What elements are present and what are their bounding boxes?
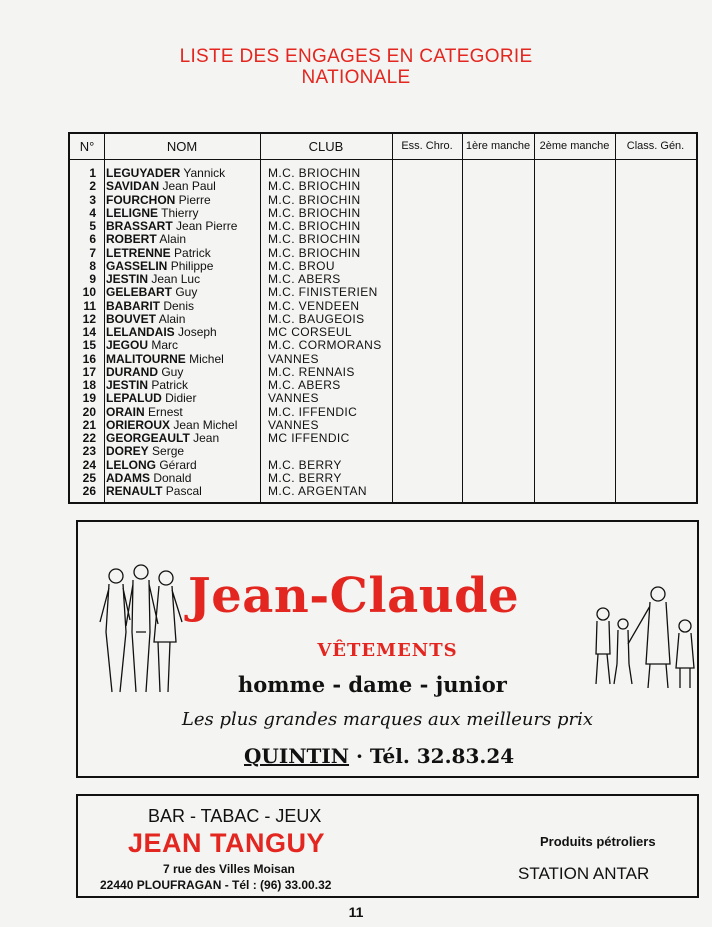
entrant-name [106,220,237,233]
entrant-first-name: Jean Luc [151,272,201,286]
shoppers-illustration [96,562,186,697]
entrant-number: 15 [82,338,96,353]
entrant-club: M.C. ABERS [268,272,341,286]
entrant-first-name: Pierre [178,192,211,207]
entrant-club: M.C. CORMORANS [268,338,382,353]
business-activities: BAR - TABAC - JEUX [148,806,322,826]
entrant-number: 4 [89,205,96,220]
entrant-first-name: Guy [161,364,184,379]
entrant-club: M.C. VENDEEN [268,298,360,313]
entrant-last-name: ADAMS [106,470,150,485]
entrant-name [106,326,217,339]
entrant-number: 2 [89,179,96,194]
entrant-first-name: Jean Michel [173,417,238,432]
column-divider [392,134,393,502]
entrant-name [106,339,178,352]
header-divider [70,159,696,160]
header-name: NOM [166,139,198,154]
title-line-2: NATIONALE [301,67,411,88]
entrant-club: M.C. ARGENTAN [268,484,367,498]
entrant-number: 6 [89,232,96,247]
shop-town: QUINTIN [244,744,350,768]
entrant-name [106,194,211,207]
family-illustration [588,584,698,694]
entrant-name [106,485,202,498]
header-club: CLUB [308,139,344,154]
entrant-first-name: Yannick [183,166,226,180]
entrant-number: 25 [82,470,96,485]
entrant-number: 21 [82,417,96,432]
shop-phone: · Tél. 32.83.24 [356,744,515,768]
entrant-name [106,207,198,220]
clothing-range: homme - dame - junior [238,672,507,697]
entrant-last-name: RENAULT [106,484,163,498]
entrant-last-name: LEGUYADER [106,166,181,180]
entrant-first-name: Guy [175,285,198,300]
entrant-number: 22 [82,431,96,445]
entrant-number: 26 [82,484,96,498]
entrant-name [106,286,197,299]
entrant-last-name: LETRENNE [106,245,171,260]
header-essai-chrono: Ess. Chro. [401,140,453,152]
entrant-last-name: GELEBART [106,285,172,300]
entrant-first-name: Patrick [174,245,211,260]
entrant-first-name: Jean [193,431,220,445]
entrant-club: MC IFFENDIC [268,431,350,445]
entrant-first-name: Denis [163,298,195,313]
entrant-last-name: DOREY [106,444,149,459]
column-divider [260,134,261,502]
entrant-number: 24 [82,457,96,472]
entrant-name [106,406,183,419]
entrant-club: M.C. BERRY [268,470,342,485]
entrant-club: M.C. FINISTERIEN [268,285,378,300]
entrant-number: 5 [89,219,96,233]
header-number: N° [79,139,95,154]
products-label: Produits pétroliers [540,834,656,849]
entrant-first-name: Joseph [178,325,217,339]
entrant-club: M.C. BERRY [268,457,342,472]
entrant-last-name: SAVIDAN [106,179,160,194]
entrant-number: 20 [82,404,96,419]
entrant-last-name: JESTIN [106,378,149,392]
entrant-club: M.C. BRIOCHIN [268,192,361,207]
station-name: STATION ANTAR [518,864,650,883]
entrant-number: 10 [82,285,96,300]
entrant-first-name: Alain [158,311,186,326]
entrant-first-name: Philippe [170,258,214,273]
entrant-last-name: GASSELIN [106,258,168,273]
entrant-number: 16 [82,351,96,366]
entrant-club: M.C. BRIOCHIN [268,232,361,247]
entrant-first-name: Pascal [165,484,202,498]
entrant-last-name: DURAND [106,364,158,379]
entrant-club: M.C. BRIOCHIN [268,166,361,180]
entrant-last-name: BOUVET [106,311,157,326]
entrant-last-name: LEPALUD [106,391,162,406]
entrant-last-name: GEORGEAULT [106,431,190,445]
entrant-last-name: BABARIT [106,298,160,313]
brand-category: VÊTEMENTS [317,640,458,661]
entrant-name [106,167,225,180]
entrant-name [106,233,186,246]
entrant-first-name: Serge [152,444,185,459]
column-divider [534,134,535,502]
entrant-first-name: Jean Paul [162,179,216,194]
business-street: 7 rue des Villes Moisan [163,862,295,876]
title-line-1: LISTE DES ENGAGES EN CATEGORIE [179,46,533,67]
entrant-last-name: MALITOURNE [106,351,186,366]
entrant-club: M.C. BROU [268,258,335,273]
entrant-first-name: Alain [159,232,187,247]
entrant-last-name: LELANDAIS [106,325,175,339]
entrant-club: MC CORSEUL [268,325,353,339]
entrant-name [106,366,183,379]
entrant-last-name: JEGOU [106,338,149,353]
entrant-club: VANNES [268,351,319,366]
entrant-club: M.C. IFFENDIC [268,404,358,419]
entrant-last-name: ORIEROUX [106,417,171,432]
entrant-name [106,313,185,326]
page-number: 11 [348,904,364,920]
entrant-number: 18 [82,378,96,392]
entrant-last-name: ROBERT [106,232,157,247]
column-divider [615,134,616,502]
entrant-club: VANNES [268,391,319,406]
entrant-last-name: FOURCHON [106,192,176,207]
entrant-club: M.C. RENNAIS [268,364,355,379]
slogan: Les plus grandes marques aux meilleurs prix [181,709,594,730]
entrant-name [106,273,200,286]
entrant-first-name: Ernest [148,404,183,419]
entrant-number: 9 [89,272,96,286]
entrant-club: VANNES [268,417,319,432]
header-general-ranking: Class. Gén. [626,140,685,152]
entrant-club: M.C. BRIOCHIN [268,245,361,260]
entrant-last-name: JESTIN [106,272,149,286]
page-title [0,46,712,88]
entrant-first-name: Marc [151,338,179,353]
entrant-last-name: LELONG [106,457,156,472]
entrant-club: M.C. BRIOCHIN [268,179,361,194]
entrant-name [106,353,224,366]
entrant-last-name: BRASSART [106,219,173,233]
entrant-club: M.C. BRIOCHIN [268,219,361,233]
tanguy-advert [76,794,699,898]
entrant-first-name: Didier [165,391,197,406]
business-town-phone: 22440 PLOUFRAGAN - Tél : (96) 33.00.32 [100,878,332,892]
entrant-first-name: Patrick [151,378,189,392]
entrant-club: M.C. ABERS [268,378,341,392]
entrant-number: 7 [89,245,96,260]
entrant-club: M.C. BRIOCHIN [268,205,361,220]
entrant-name [106,180,216,193]
entrant-name [106,419,237,432]
entrant-name [106,247,211,260]
entrant-name [106,260,213,273]
entrant-name [106,472,191,485]
column-divider [462,134,463,502]
brand-name: Jean-Claude [188,568,520,624]
business-name: JEAN TANGUY [128,828,326,858]
entrant-last-name: ORAIN [106,404,145,419]
entrant-first-name: Thierry [161,205,199,220]
entrant-last-name: LELIGNE [106,205,159,220]
entrant-number: 23 [82,444,96,459]
jean-claude-advert [76,520,699,778]
entrant-first-name: Donald [153,470,192,485]
column-divider [104,134,105,502]
entrant-number: 19 [82,391,96,406]
entrant-number: 1 [89,166,96,180]
entrant-first-name: Jean Pierre [176,219,238,233]
header-second-heat: 2ème manche [539,140,610,152]
entrant-number: 14 [82,325,96,339]
entrant-name [106,445,184,458]
entrant-number: 3 [89,192,96,207]
entrant-name [106,379,188,392]
entrant-first-name: Gérard [159,457,197,472]
entrant-number: 17 [82,364,96,379]
entrant-number: 11 [83,298,96,313]
entrant-name [106,392,196,405]
entrant-name [106,432,219,445]
entrant-first-name: Michel [189,351,224,366]
shop-contact [244,744,514,768]
entrant-number: 8 [89,258,96,273]
entrant-club: M.C. BAUGEOIS [268,311,365,326]
entrant-name [106,300,194,313]
header-first-heat: 1ère manche [465,140,531,152]
entrant-number: 12 [82,311,96,326]
entrants-table [68,132,698,504]
entrant-name [106,459,197,472]
